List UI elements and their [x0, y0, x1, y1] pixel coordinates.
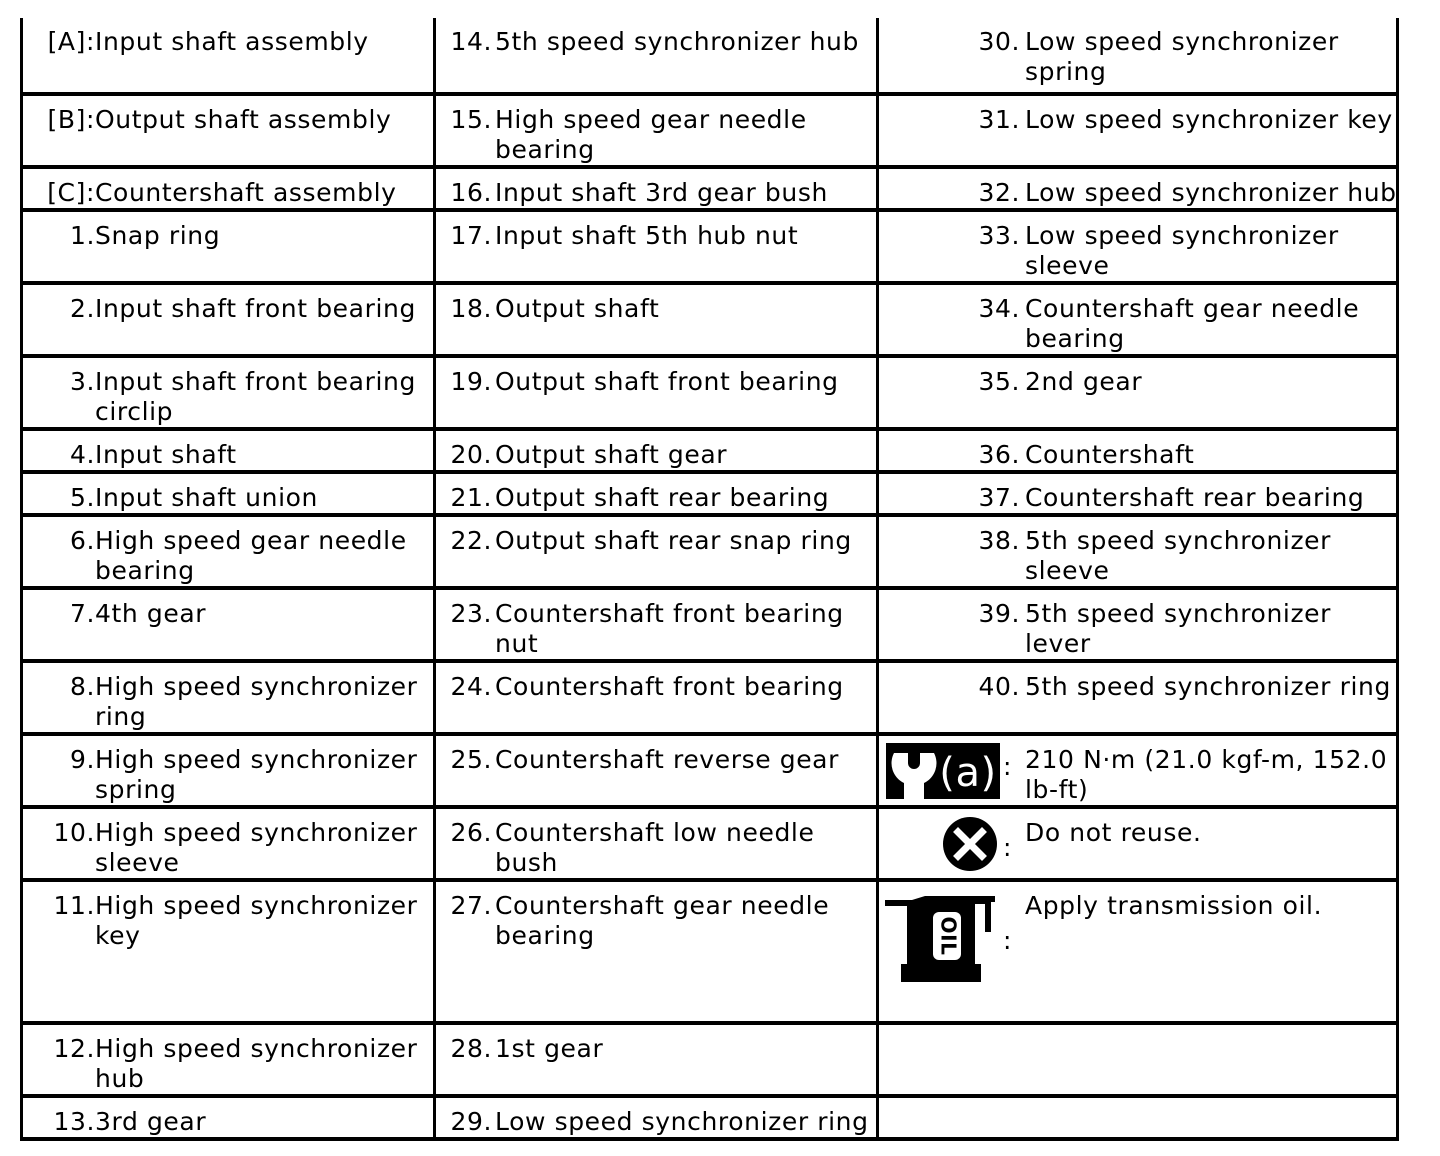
part-number: 14. — [450, 27, 492, 56]
legend-cell — [22, 356, 435, 429]
part-number: [B]: — [47, 105, 95, 134]
part-number: 26. — [450, 818, 492, 847]
symbol-colon: : — [1003, 752, 1013, 781]
part-number: 11. — [53, 891, 95, 920]
legend-cell — [878, 807, 1398, 880]
torque-symbol-text: (a) — [939, 750, 997, 796]
part-number: 19. — [450, 367, 492, 396]
table-row — [22, 210, 1398, 283]
part-label: 3rd gear — [95, 1107, 207, 1136]
legend-cell — [878, 356, 1398, 429]
legend-cell — [22, 167, 435, 210]
legend-cell — [435, 210, 878, 283]
legend-cell — [878, 283, 1398, 356]
part-number: 8. — [69, 672, 95, 701]
legend-cell — [22, 734, 435, 807]
part-label: High speed gear needle bearing — [95, 526, 407, 585]
torque-symbol — [879, 736, 1020, 805]
legend-cell — [435, 429, 878, 472]
legend-cell — [22, 588, 435, 661]
part-label: Input shaft — [95, 440, 237, 469]
legend-cell — [22, 429, 435, 472]
legend-cell — [435, 734, 878, 807]
part-label: Snap ring — [95, 221, 221, 250]
table-row — [22, 588, 1398, 661]
apply-oil-symbol — [879, 882, 1020, 1021]
legend-cell — [22, 880, 435, 1023]
part-label: Do not reuse. — [1025, 818, 1202, 847]
table-row — [22, 734, 1398, 807]
part-number: 20. — [450, 440, 492, 469]
part-number: 40. — [978, 672, 1020, 701]
legend-cell — [22, 1023, 435, 1096]
part-label: 2nd gear — [1025, 367, 1143, 396]
part-number: 38. — [978, 526, 1020, 555]
part-number: 6. — [69, 526, 95, 555]
table-row — [22, 94, 1398, 167]
part-label: Countershaft reverse gear — [495, 745, 839, 774]
table-row — [22, 661, 1398, 734]
legend-cell — [878, 472, 1398, 515]
legend-cell — [22, 283, 435, 356]
legend-cell — [878, 880, 1398, 1023]
part-number: 7. — [69, 599, 95, 628]
part-label: Input shaft front bearing circlip — [95, 367, 416, 426]
legend-cell — [435, 661, 878, 734]
part-number: 31. — [978, 105, 1020, 134]
legend-cell — [435, 356, 878, 429]
table-row — [22, 1096, 1398, 1139]
part-label: High speed synchronizer key — [95, 891, 418, 950]
part-number: 29. — [450, 1107, 492, 1136]
parts-legend-table — [20, 18, 1399, 1141]
part-label: Low speed synchronizer hub — [1025, 178, 1397, 207]
part-label: Input shaft front bearing — [95, 294, 416, 323]
oil-can-icon — [885, 890, 1003, 982]
part-number: 39. — [978, 599, 1020, 628]
legend-cell — [435, 1023, 878, 1096]
part-label: High speed gear needle bearing — [495, 105, 807, 164]
part-number: 9. — [69, 745, 95, 774]
part-number: 27. — [450, 891, 492, 920]
part-label: Low speed synchronizer spring — [1025, 27, 1339, 86]
part-label: 5th speed synchronizer ring — [1025, 672, 1391, 701]
part-label: Output shaft front bearing — [495, 367, 839, 396]
symbol-colon: : — [1003, 926, 1013, 955]
part-label: Input shaft union — [95, 483, 318, 512]
legend-cell — [435, 807, 878, 880]
legend-cell — [22, 661, 435, 734]
legend-cell — [435, 515, 878, 588]
part-number: [A]: — [47, 27, 95, 56]
part-label: 5th speed synchronizer sleeve — [1025, 526, 1332, 585]
part-number: 36. — [978, 440, 1020, 469]
torque-wrench-icon — [886, 743, 1000, 799]
part-label: Countershaft — [1025, 440, 1195, 469]
legend-cell — [878, 167, 1398, 210]
part-number: 15. — [450, 105, 492, 134]
legend-cell — [435, 18, 878, 94]
legend-cell — [878, 429, 1398, 472]
part-label: Countershaft gear needle bearing — [1025, 294, 1360, 353]
part-label: High speed synchronizer spring — [95, 745, 418, 804]
legend-cell — [878, 661, 1398, 734]
symbol-colon: : — [1003, 833, 1013, 862]
part-label: Input shaft assembly — [95, 27, 369, 56]
legend-cell — [435, 1096, 878, 1139]
legend-cell — [22, 94, 435, 167]
legend-cell — [878, 588, 1398, 661]
part-label: Input shaft 3rd gear bush — [495, 178, 828, 207]
part-number: 32. — [978, 178, 1020, 207]
part-number: 2. — [69, 294, 95, 323]
legend-cell — [878, 210, 1398, 283]
part-label: Countershaft gear needle bearing — [495, 891, 830, 950]
part-label: 1st gear — [495, 1034, 604, 1063]
legend-cell — [435, 880, 878, 1023]
part-label: High speed synchronizer sleeve — [95, 818, 418, 877]
part-number: 28. — [450, 1034, 492, 1063]
part-number: 25. — [450, 745, 492, 774]
legend-cell — [22, 472, 435, 515]
part-label: Countershaft front bearing — [495, 672, 844, 701]
part-label: Low speed synchronizer ring — [495, 1107, 869, 1136]
part-label: Apply transmission oil. — [1025, 891, 1323, 920]
legend-cell — [878, 734, 1398, 807]
do-not-reuse-icon — [942, 815, 998, 873]
table-row — [22, 18, 1398, 94]
table-row — [22, 283, 1398, 356]
legend-cell — [878, 94, 1398, 167]
part-label: 5th speed synchronizer lever — [1025, 599, 1332, 658]
part-number: 35. — [978, 367, 1020, 396]
part-number: 17. — [450, 221, 492, 250]
part-label: High speed synchronizer ring — [95, 672, 418, 731]
part-number: [C]: — [47, 178, 95, 207]
legend-cell — [22, 210, 435, 283]
part-number: 13. — [53, 1107, 95, 1136]
legend-cell — [878, 515, 1398, 588]
legend-cell — [435, 472, 878, 515]
part-number: 5. — [69, 483, 95, 512]
part-number: 12. — [53, 1034, 95, 1063]
part-label: Output shaft gear — [495, 440, 728, 469]
part-label: Countershaft assembly — [95, 178, 397, 207]
legend-cell — [22, 515, 435, 588]
part-label: Output shaft rear bearing — [495, 483, 830, 512]
legend-cell — [435, 283, 878, 356]
part-label: High speed synchronizer hub — [95, 1034, 418, 1093]
part-number: 1. — [69, 221, 95, 250]
part-label: 4th gear — [95, 599, 207, 628]
part-label: Low speed synchronizer sleeve — [1025, 221, 1339, 280]
part-label: Countershaft front bearing nut — [495, 599, 844, 658]
legend-cell — [878, 1096, 1398, 1139]
table-row — [22, 807, 1398, 880]
part-number: 23. — [450, 599, 492, 628]
legend-cell — [22, 807, 435, 880]
table-row — [22, 429, 1398, 472]
do-not-reuse-symbol — [879, 809, 1020, 878]
oil-symbol-text: OIL — [936, 916, 961, 956]
part-number: 18. — [450, 294, 492, 323]
part-number: 10. — [53, 818, 95, 847]
part-number: 16. — [450, 178, 492, 207]
part-number: 30. — [978, 27, 1020, 56]
table-row — [22, 515, 1398, 588]
table-row — [22, 880, 1398, 1023]
legend-cell — [878, 18, 1398, 94]
legend-cell — [435, 588, 878, 661]
legend-cell — [435, 94, 878, 167]
legend-cell — [878, 1023, 1398, 1096]
part-label: Countershaft rear bearing — [1025, 483, 1365, 512]
part-label: Output shaft rear snap ring — [495, 526, 852, 555]
part-label: Low speed synchronizer key — [1025, 105, 1393, 134]
part-number: 3. — [69, 367, 95, 396]
legend-cell — [435, 167, 878, 210]
part-label: 5th speed synchronizer hub — [495, 27, 859, 56]
part-label: Input shaft 5th hub nut — [495, 221, 799, 250]
part-number: 37. — [978, 483, 1020, 512]
table-row — [22, 472, 1398, 515]
legend-cell — [22, 1096, 435, 1139]
legend-cell — [22, 18, 435, 94]
part-label: Countershaft low needle bush — [495, 818, 815, 877]
table-row — [22, 167, 1398, 210]
part-number: 24. — [450, 672, 492, 701]
part-label: Output shaft assembly — [95, 105, 392, 134]
part-number: 33. — [978, 221, 1020, 250]
part-label: 210 N·m (21.0 kgf-m, 152.0 lb-ft) — [1025, 745, 1388, 804]
part-number: 4. — [69, 440, 95, 469]
table-row — [22, 1023, 1398, 1096]
part-number: 34. — [978, 294, 1020, 323]
part-label: Output shaft — [495, 294, 660, 323]
part-number: 22. — [450, 526, 492, 555]
part-number: 21. — [450, 483, 492, 512]
table-row — [22, 356, 1398, 429]
